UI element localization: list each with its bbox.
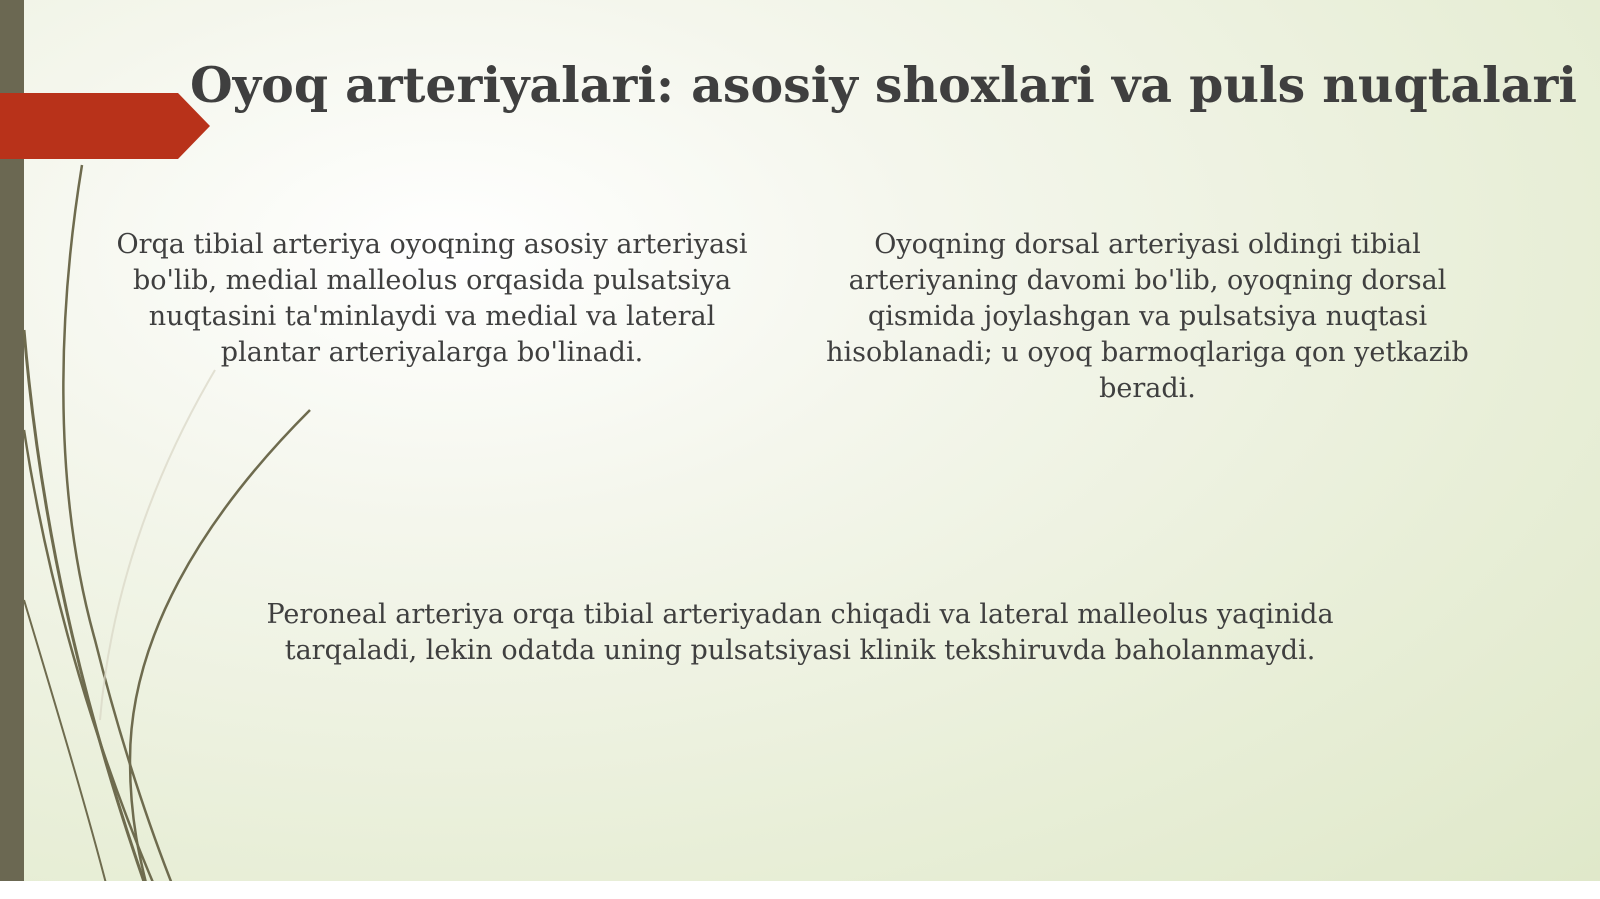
slide-title: Oyoq arteriyalari: asosiy shoxlari va puls nuqtalari xyxy=(190,56,1577,114)
text-block-peroneal: Peroneal arteriya orqa tibial arteriyadan chiqadi va lateral malleolus yaqinida tarqaladi, lekin odatda uning pulsatsiyasi klinik tekshiruvda baholanmaydi. xyxy=(266,599,1334,666)
bottom-strip xyxy=(0,881,1600,899)
red-arrow-banner xyxy=(0,93,210,159)
text-block-posterior-tibial: Orqa tibial arteriya oyoqning asosiy arteriyasi bo'lib, medial malleolus orqasida pulsatsiya nuqtasini ta'minlaydi va medial va lateral plantar arteriyalarga bo'linadi. xyxy=(116,229,748,368)
text-block-dorsalis-pedis: Oyoqning dorsal arteriyasi oldingi tibial arteriyaning davomi bo'lib, oyoqning dorsal qismida joylashgan va pulsatsiya nuqtasi hisoblanadi; u oyoq barmoqlariga qon yetkazib beradi. xyxy=(826,229,1469,404)
